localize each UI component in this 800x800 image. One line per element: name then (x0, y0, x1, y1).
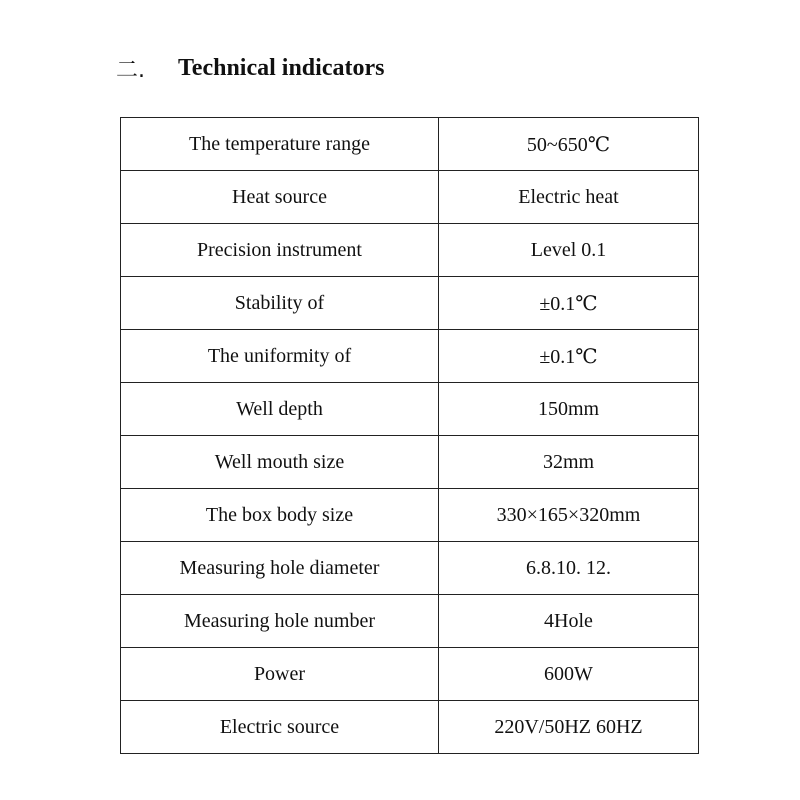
table-row (121, 330, 699, 383)
spec-table (120, 117, 699, 754)
spec-label: Power (121, 648, 439, 701)
section-title: Technical indicators (178, 54, 385, 81)
spec-label: Well mouth size (121, 436, 439, 489)
table-row (121, 118, 699, 171)
spec-label: The uniformity of (121, 330, 439, 383)
spec-label: Stability of (121, 277, 439, 330)
spec-value: 600W (439, 648, 699, 701)
table-row (121, 701, 699, 754)
spec-label: The temperature range (121, 118, 439, 171)
spec-label: Well depth (121, 383, 439, 436)
table-row (121, 171, 699, 224)
table-row (121, 595, 699, 648)
spec-value: 32mm (439, 436, 699, 489)
spec-label: Heat source (121, 171, 439, 224)
spec-label: Measuring hole diameter (121, 542, 439, 595)
table-row (121, 436, 699, 489)
table-row (121, 542, 699, 595)
spec-label: Measuring hole number (121, 595, 439, 648)
spec-value: 50~650℃ (439, 118, 699, 171)
spec-label: Electric source (121, 701, 439, 754)
spec-value: 330×165×320mm (439, 489, 699, 542)
table-row (121, 648, 699, 701)
spec-label: The box body size (121, 489, 439, 542)
table-row (121, 383, 699, 436)
spec-value: ±0.1℃ (439, 277, 699, 330)
table-row (121, 489, 699, 542)
section-heading (116, 52, 384, 84)
section-number: 二. (116, 57, 145, 83)
spec-value: 220V/50HZ 60HZ (439, 701, 699, 754)
spec-value: Electric heat (439, 171, 699, 224)
spec-value: Level 0.1 (439, 224, 699, 277)
spec-value: ±0.1℃ (439, 330, 699, 383)
spec-label: Precision instrument (121, 224, 439, 277)
spec-value: 6.8.10. 12. (439, 542, 699, 595)
table-row (121, 277, 699, 330)
spec-value: 150mm (439, 383, 699, 436)
spec-value: 4Hole (439, 595, 699, 648)
table-row (121, 224, 699, 277)
